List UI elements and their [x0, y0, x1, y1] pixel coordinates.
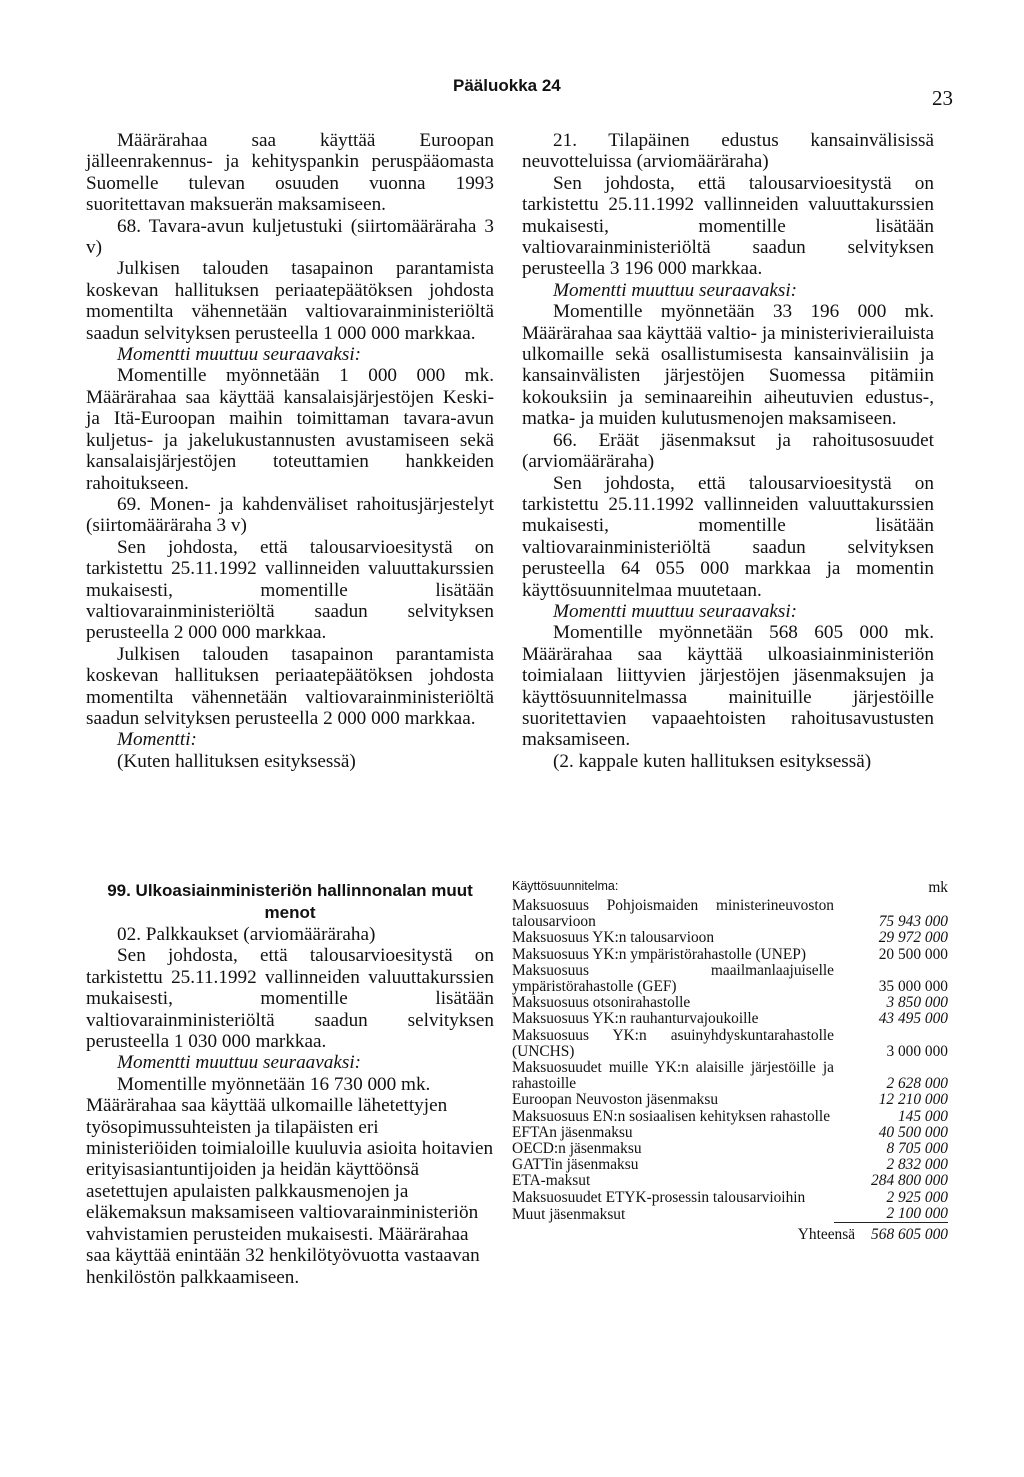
momentti-label: Momentti:: [117, 729, 197, 751]
paragraph: Momentille myönnetään 1 000 000 mk. Määrärahaa saa käyttää kansalaisjärjestöjen Keski- ja Itä-Euroopan maihin toimittaman tavara-avun kuljetus- ja jakelukustannusten avustamiseen sekä kansalaisjärjestöjen toteuttamien hankkeiden rahoitukseen.: [86, 365, 494, 494]
paragraph: (2. kappale kuten hallituksen esityksessä): [553, 750, 872, 772]
row-amount: 145 000: [897, 1107, 948, 1125]
table-total-row: [512, 1227, 948, 1243]
row-amount: 2 628 000: [886, 1075, 948, 1093]
row-amount: 2 832 000: [886, 1156, 948, 1174]
row-amount: 8 705 000: [886, 1140, 948, 1158]
table-row: [512, 1109, 948, 1125]
row-description: Maksuosuudet ETYK-prosessin talousarvioihin: [512, 1188, 806, 1206]
row-amount: 29 972 000: [878, 929, 948, 947]
section-title: 99. Ulkoasiainministeriön hallinnonalan muut menot: [107, 881, 473, 922]
table-row: [512, 1190, 948, 1206]
row-description: Maksuosuus maailmanlaajuiselle ympäristörahastolle (GEF): [512, 961, 834, 996]
row-amount: 43 495 000: [878, 1010, 948, 1028]
table-row: [512, 898, 948, 930]
row-description: Maksuosuus Pohjoismaiden ministerineuvoston talousarvioon: [512, 897, 834, 931]
row-description: Maksuosuus YK:n talousarvioon: [512, 929, 715, 947]
item-heading-66: 66. Eräät jäsenmaksut ja rahoitusosuudet (arviomääräraha): [522, 429, 934, 473]
row-description: EFTAn jäsenmaksu: [512, 1123, 633, 1141]
page-header-title: Pääluokka 24: [453, 76, 561, 95]
row-amount: 3 850 000: [886, 994, 948, 1012]
table-row: [512, 1011, 948, 1027]
row-amount: 2 925 000: [886, 1188, 948, 1206]
row-amount: 3 000 000: [886, 1042, 948, 1060]
row-description: ETA-maksut: [512, 1172, 591, 1190]
momentti-label: Momentti muuttuu seuraavaksi:: [117, 1052, 362, 1074]
row-description: Maksuosuus EN:n sosiaalisen kehityksen rahastolle: [512, 1107, 831, 1125]
row-description: Maksuosuus otsonirahastolle: [512, 994, 691, 1012]
row-description: Maksuosuus YK:n asuinyhdyskuntarahastolle (UNCHS): [512, 1026, 834, 1060]
row-amount: 35 000 000: [878, 978, 948, 996]
paragraph: Momentille myönnetään 33 196 000 mk. Määrärahaa saa käyttää valtio- ja ministerivierailuista ulkomaille sekä osallistumisesta kansainvälisiin ja kansainvälisten järjestöjen Suomessa pitämiin kokouksiin ja seminaareihin aiheutuvien edustus-, matka- ja muiden kulutusmenojen maksamiseen.: [522, 301, 934, 430]
row-description: Euroopan Neuvoston jäsenmaksu: [512, 1091, 719, 1109]
paragraph: Sen johdosta, että talousarvioesitystä on tarkistettu 25.11.1992 vallinneiden valuuttakurssien mukaisesti, momentille lisätään valtiovarainministeriöltä saadun selvityksen perusteella 2 000 000 markkaa.: [86, 536, 494, 644]
table-row: [512, 947, 948, 963]
row-description: Maksuosuus YK:n ympäristörahastolle (UNEP): [512, 945, 806, 963]
row-amount: 284 800 000: [871, 1172, 948, 1190]
paragraph: Sen johdosta, että talousarvioesitystä on tarkistettu 25.11.1992 vallinneiden valuuttakurssien mukaisesti, momentille lisätään valtiovarainministeriöltä saadun selvityksen perusteella 64 055 000 markkaa ja momentin käyttösuunnitelmaa muutetaan.: [522, 472, 934, 601]
table-row: [512, 1141, 948, 1157]
row-amount: 40 500 000: [878, 1123, 948, 1141]
table-row: [512, 995, 948, 1011]
row-amount: 75 943 000: [878, 913, 948, 931]
paragraph: Julkisen talouden tasapainon parantamista koskevan hallituksen periaatepäätöksen johdosta momentilta vähennetään valtiovarainministeriöltä saadun selvityksen perusteella 2 000 000 markkaa.: [86, 643, 494, 729]
paragraph: (Kuten hallituksen esityksessä): [117, 750, 356, 772]
total-amount: 568 605 000: [871, 1226, 948, 1244]
table-rows: [512, 898, 948, 1223]
left-column: [86, 130, 494, 772]
row-description: Maksuosuudet muille YK:n alaisille järjestöille ja rahastoille: [512, 1059, 834, 1093]
row-description: OECD:n jäsenmaksu: [512, 1140, 642, 1158]
table-row: [512, 1125, 948, 1141]
item-heading-21: 21. Tilapäinen edustus kansainvälisissä neuvotteluissa (arviomääräraha): [522, 130, 934, 173]
table-row: [512, 930, 948, 946]
table-row: [512, 1206, 948, 1223]
right-column: [522, 130, 934, 772]
table-row: [512, 1173, 948, 1189]
paragraph: Momentille myönnetään 568 605 000 mk. Määrärahaa saa käyttää ulkoasiainministeriön toimialaan liittyvien järjestöjen jäsenmaksujen ja käyttösuunnitelmassa mainituille järjestöille suoritettavien vapaaehtoisten rahoitusavustusten maksamiseen.: [522, 622, 934, 751]
item-heading-69: 69. Monen- ja kahdenväliset rahoitusjärjestelyt (siirtomääräraha 3 v): [86, 493, 494, 537]
item-heading-68: 68. Tavara-avun kuljetustuki (siirtomääräraha 3 v): [86, 215, 494, 259]
item-heading-02: 02. Palkkaukset (arviomääräraha): [117, 924, 376, 945]
momentti-label: Momentti muuttuu seuraavaksi:: [553, 600, 798, 622]
row-amount: 20 500 000: [878, 945, 948, 963]
momentti-label: Momentti muuttuu seuraavaksi:: [117, 344, 362, 366]
table-header: [512, 878, 948, 898]
paragraph: Sen johdosta, että talousarvioesitystä on tarkistettu 25.11.1992 vallinneiden valuuttakurssien mukaisesti, momentille lisätään valtiovarainministeriöltä saadun selvityksen perusteella 1 030 000 markkaa.: [86, 945, 494, 1053]
page-number: 23: [932, 86, 953, 110]
row-description: Maksuosuus YK:n rauhanturvajoukoille: [512, 1010, 759, 1028]
table-row: [512, 1028, 948, 1060]
paragraph: Määrärahaa saa käyttää Euroopan jälleenrakennus- ja kehityspankin peruspääomasta Suomelle tulevan osuuden vuonna 1993 suoritettavan maksuerän maksamiseen.: [86, 130, 494, 216]
total-label: Yhteensä: [797, 1226, 856, 1244]
paragraph: Sen johdosta, että talousarvioesitystä on tarkistettu 25.11.1992 vallinneiden valuuttakurssien mukaisesti, momentille lisätään valtiovarainministeriöltä saadun selvityksen perusteella 3 196 000 markkaa.: [522, 172, 934, 280]
paragraph: Momentille myönnetään 16 730 000 mk. Määrärahaa saa käyttää ulkomaille lähetettyjen työsopimussuhteisten ja tilapäisten eri ministeriöiden toimialoille kuuluvia asioita hoitavien erityisasiantuntijoiden ja heidän käyttöönsä asetettujen apulaisten palkkausmenojen ja eläkemaksun maksamiseen valtiovarainministeriön vahvistamien perusteiden mukaisesti. Määrärahaa saa käyttää enintään 32 henkilötyövuotta vastaavan henkilöstön palkkaamiseen.: [86, 1073, 494, 1288]
row-amount: 12 210 000: [878, 1091, 948, 1109]
table-header-label: Käyttösuunnitelma:: [512, 879, 619, 893]
table-row: [512, 963, 948, 995]
table-unit: mk: [928, 879, 948, 896]
momentti-label: Momentti muuttuu seuraavaksi:: [553, 279, 798, 301]
table-row: [512, 1060, 948, 1092]
row-amount: 2 100 000: [834, 1206, 948, 1223]
paragraph: Julkisen talouden tasapainon parantamista koskevan hallituksen periaatepäätöksen johdosta momentilta vähennetään valtiovarainministeriöltä saadun selvityksen perusteella 1 000 000 markkaa.: [86, 258, 494, 344]
row-description: Muut jäsenmaksut: [512, 1205, 626, 1223]
section-99: [86, 880, 494, 1288]
row-description: GATTin jäsenmaksu: [512, 1156, 639, 1174]
table-row: [512, 1092, 948, 1108]
table-row: [512, 1157, 948, 1173]
usage-plan-table: [512, 878, 948, 1243]
